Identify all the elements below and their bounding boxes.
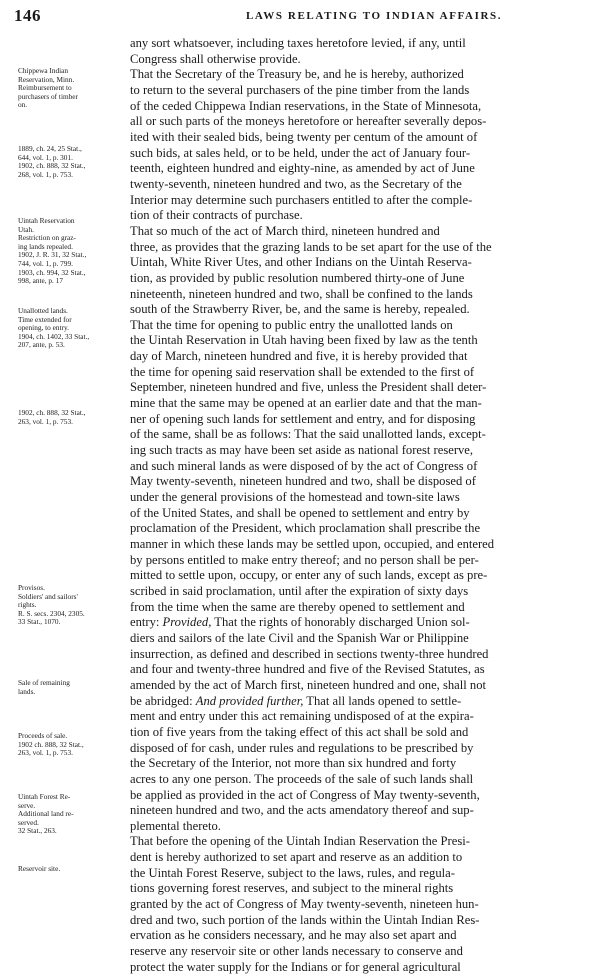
body-line: ited with their sealed bids, being twenty per centum of the amount of — [130, 129, 478, 144]
body-line: nineteenth, nineteen hundred and two, shall be confined to the lands — [130, 286, 473, 301]
body-line: and four and twenty-three hundred and five of the Revised Statutes, as — [130, 662, 485, 677]
margin-note-line: opening, to entry. — [18, 324, 69, 333]
margin-note-line: Reservoir site. — [18, 865, 61, 873]
body-line: the Secretary of the Interior, not more than six hundred and forty — [130, 756, 457, 771]
body-line: day of March, nineteen hundred and five, it is hereby provided that — [130, 349, 468, 364]
body-line: twenty-seventh, nineteen hundred and two, as the Secretary of the — [130, 176, 462, 191]
body-line: the time for opening said reservation shall be extended to the first of — [130, 364, 475, 379]
margin-note-line: 207, ante, p. 53. — [18, 341, 65, 350]
margin-note-line: 744, vol. 1, p. 799. — [18, 259, 73, 268]
body-line: be abridged: And provided further, That all lands opened to settle- — [130, 693, 462, 708]
margin-note-uintah — [18, 217, 122, 286]
body-text — [130, 36, 592, 975]
margin-note-line: Provisos. — [18, 584, 45, 592]
body-line: to return to the several purchasers of the pine timber from the lands — [130, 82, 470, 97]
body-line: Interior may determine such purchasers entitled to after the comple- — [130, 192, 473, 207]
margin-note-line: Uintah Forest Re- — [18, 793, 71, 801]
body-line: under the general provisions of the homestead and town-site laws — [130, 490, 460, 505]
margin-note-line: 32 Stat., 263. — [18, 827, 57, 836]
body-line: from the time when the same are thereby opened to settlement and — [130, 599, 465, 614]
margin-note-unallotted — [18, 307, 122, 350]
margin-note-line: lands. — [18, 687, 36, 696]
body-line: manner in which these lands may be settled upon, occupied, and entered — [130, 537, 495, 551]
margin-note-line: ing lands repealed. — [18, 242, 73, 251]
margin-note-line: 1902, J. R. 31, 32 Stat., — [18, 251, 87, 260]
margin-note-line: Utah. — [18, 225, 35, 234]
margin-note-line: Sale of remaining — [18, 679, 70, 687]
body-line: tion of five years from the taking effect of this act shall be sold and — [130, 724, 469, 739]
margin-note-line: Reservation, Minn. — [18, 75, 75, 84]
body-line: nineteen hundred and two, and the acts amendatory thereof and sup- — [130, 803, 474, 818]
margin-note-line: Proceeds of sale. — [18, 732, 68, 740]
page-header — [0, 0, 600, 36]
body-line: of the United States, and shall be opened to settlement and entry by — [130, 505, 470, 520]
margin-note-line: Unallotted lands. — [18, 307, 68, 315]
margin-note-line: served. — [18, 818, 39, 827]
body-line: That the time for opening to public entry the unallotted lands on — [130, 317, 453, 332]
margin-note-line: Additional land re- — [18, 810, 74, 819]
body-line: That so much of the act of March third, nineteen hundred and — [130, 223, 440, 238]
body-line: ner of opening such lands for settlement and entry, and for disposing — [130, 411, 476, 426]
body-line: dred and two, such portion of the lands within the Uintah Indian Res- — [130, 912, 480, 927]
margin-note-reservoir — [18, 865, 122, 874]
body-line: ing such tracts as may have been set aside as national forest reserve, — [130, 443, 474, 458]
body-line: ervation as he considers necessary, and he may also set apart and — [130, 928, 457, 943]
body-line: three, as provides that the grazing lands to be set apart for the use of the — [130, 239, 492, 254]
body-line: teenth, eighteen hundred and eighty-nine, as amended by act of June — [130, 161, 475, 176]
body-line: protect the water supply for the Indians or for general agricultural — [130, 959, 461, 974]
margin-note-proceeds — [18, 732, 122, 758]
margin-note-forest — [18, 793, 122, 836]
body-line: disposed of for cash, under rules and regulations to be prescribed by — [130, 740, 474, 755]
body-line: tion, as provided by public resolution numbered thirty-one of June — [130, 270, 465, 285]
margin-note-line: 1902 ch. 888, 32 Stat., — [18, 740, 84, 749]
body-line: all or such parts of the moneys heretofore or hereafter severally depos- — [130, 114, 487, 129]
margin-note-line: 998, ante, p. 17 — [18, 277, 63, 286]
body-line: tion of their contracts of purchase. — [130, 208, 303, 223]
margin-note-line: serve. — [18, 801, 36, 810]
body-line: That the Secretary of the Treasury be, and he is hereby, authorized — [130, 67, 464, 82]
margin-note-line: Soldiers' and sailors' — [18, 592, 78, 601]
body-line: September, nineteen hundred and five, unless the President shall deter- — [130, 380, 487, 395]
margin-note-line: purchasers of timber — [18, 92, 78, 101]
body-line: acres to any one person. The proceeds of the sale of such lands shall — [130, 771, 474, 786]
margin-note-line: 1904, ch. 1402, 33 Stat., — [18, 332, 90, 341]
body-line: south of the Strawberry River, be, and the same is hereby, repealed. — [130, 302, 470, 317]
margin-note-line: 1889, ch. 24, 25 Stat., — [18, 145, 82, 153]
body-line: the Uintah Reservation in Utah having been fixed by law as the tenth — [130, 333, 478, 348]
margin-note-line: Restriction on graz- — [18, 234, 76, 243]
body-line: diers and sailors of the late Civil and the Spanish War or Philippine — [130, 630, 469, 645]
body-line: mine that the same may be opened at an earlier date and that the man- — [130, 396, 482, 411]
margin-note-line: 263, vol. 1, p. 753. — [18, 749, 73, 758]
body-line: by persons entitled to make entry thereof; and no person shall be per- — [130, 552, 479, 567]
margin-note-provisos — [18, 584, 122, 627]
margin-note-line: 268, vol. 1, p. 753. — [18, 170, 73, 179]
body-line: and such mineral lands as were disposed of by the act of Congress of — [130, 458, 478, 473]
margin-note-line: 644, vol. 1, p. 301. — [18, 153, 73, 162]
body-line: May twenty-seventh, nineteen hundred and two, shall be disposed of — [130, 474, 476, 489]
margin-note-line: 33 Stat., 1070. — [18, 618, 61, 627]
margin-note-line: 1902, ch. 888, 32 Stat., — [18, 162, 86, 171]
margin-note-cite1902 — [18, 409, 122, 426]
margin-note-line: R. S. secs. 2304, 2305. — [18, 609, 85, 618]
body-line: mitted to settle upon, occupy, or enter any of such lands, except as pre- — [130, 568, 488, 583]
margin-note-line: 1903, ch. 994, 32 Stat., — [18, 268, 86, 277]
body-line: the Uintah Forest Reserve, subject to the laws, rules, and regula- — [130, 865, 455, 880]
margin-note-line: Chippewa Indian — [18, 67, 69, 75]
body-line: granted by the act of Congress of May twenty-seventh, nineteen hun- — [130, 897, 479, 912]
body-line: of the same, shall be as follows: That the said unallotted lands, except- — [130, 427, 486, 442]
body-line: ment and entry under this act remaining undisposed of at the expira- — [130, 709, 474, 724]
body-line: amended by the act of March first, nineteen hundred and one, shall not — [130, 677, 487, 692]
margin-note-line: 263, vol. 1, p. 753. — [18, 417, 73, 426]
margin-note-chippewa — [18, 67, 122, 110]
body-line: any sort whatsoever, including taxes heretofore levied, if any, until — [130, 36, 466, 50]
margin-note-line: Time extended for — [18, 315, 72, 324]
running-head: LAWS RELATING TO INDIAN AFFAIRS. — [246, 10, 503, 22]
body-line: plemental thereto. — [130, 818, 221, 833]
body-line: Congress shall otherwise provide. — [130, 51, 301, 66]
body-line: scribed in said proclamation, until after the expiration of sixty days — [130, 583, 469, 598]
margin-note-line: Uintah Reservation — [18, 217, 75, 225]
margin-note-cite1889 — [18, 145, 122, 179]
margin-note-line: Reimbursement to — [18, 84, 72, 93]
margin-note-line: on. — [18, 101, 28, 110]
body-line: reserve any reservoir site or other lands necessary to conserve and — [130, 944, 463, 959]
margin-note-line: rights. — [18, 601, 37, 610]
body-line: be applied as provided in the act of Congress of May twenty-seventh, — [130, 787, 480, 802]
body-line: of the ceded Chippewa Indian reservations, in the State of Minnesota, — [130, 98, 482, 113]
body-line: Uintah, White River Utes, and other Indians on the Uintah Reserva- — [130, 255, 472, 270]
body-line: insurrection, as defined and described in sections twenty-three hundred — [130, 646, 489, 661]
page-number: 146 — [14, 6, 41, 25]
body-line: proclamation of the President, which proclamation shall prescribe the — [130, 521, 481, 536]
margin-note-sale — [18, 679, 122, 696]
body-line: such bids, at sales held, or to be held, under the act of January four- — [130, 145, 471, 160]
body-line: entry: Provided, That the rights of honorably discharged Union sol- — [130, 615, 470, 630]
body-line: tions governing forest reserves, and subject to the mineral rights — [130, 881, 454, 896]
body-line: dent is hereby authorized to set apart and reserve as an addition to — [130, 850, 463, 865]
margin-note-line: 1902, ch. 888, 32 Stat., — [18, 409, 86, 417]
body-line: That before the opening of the Uintah Indian Reservation the Presi- — [130, 834, 470, 849]
